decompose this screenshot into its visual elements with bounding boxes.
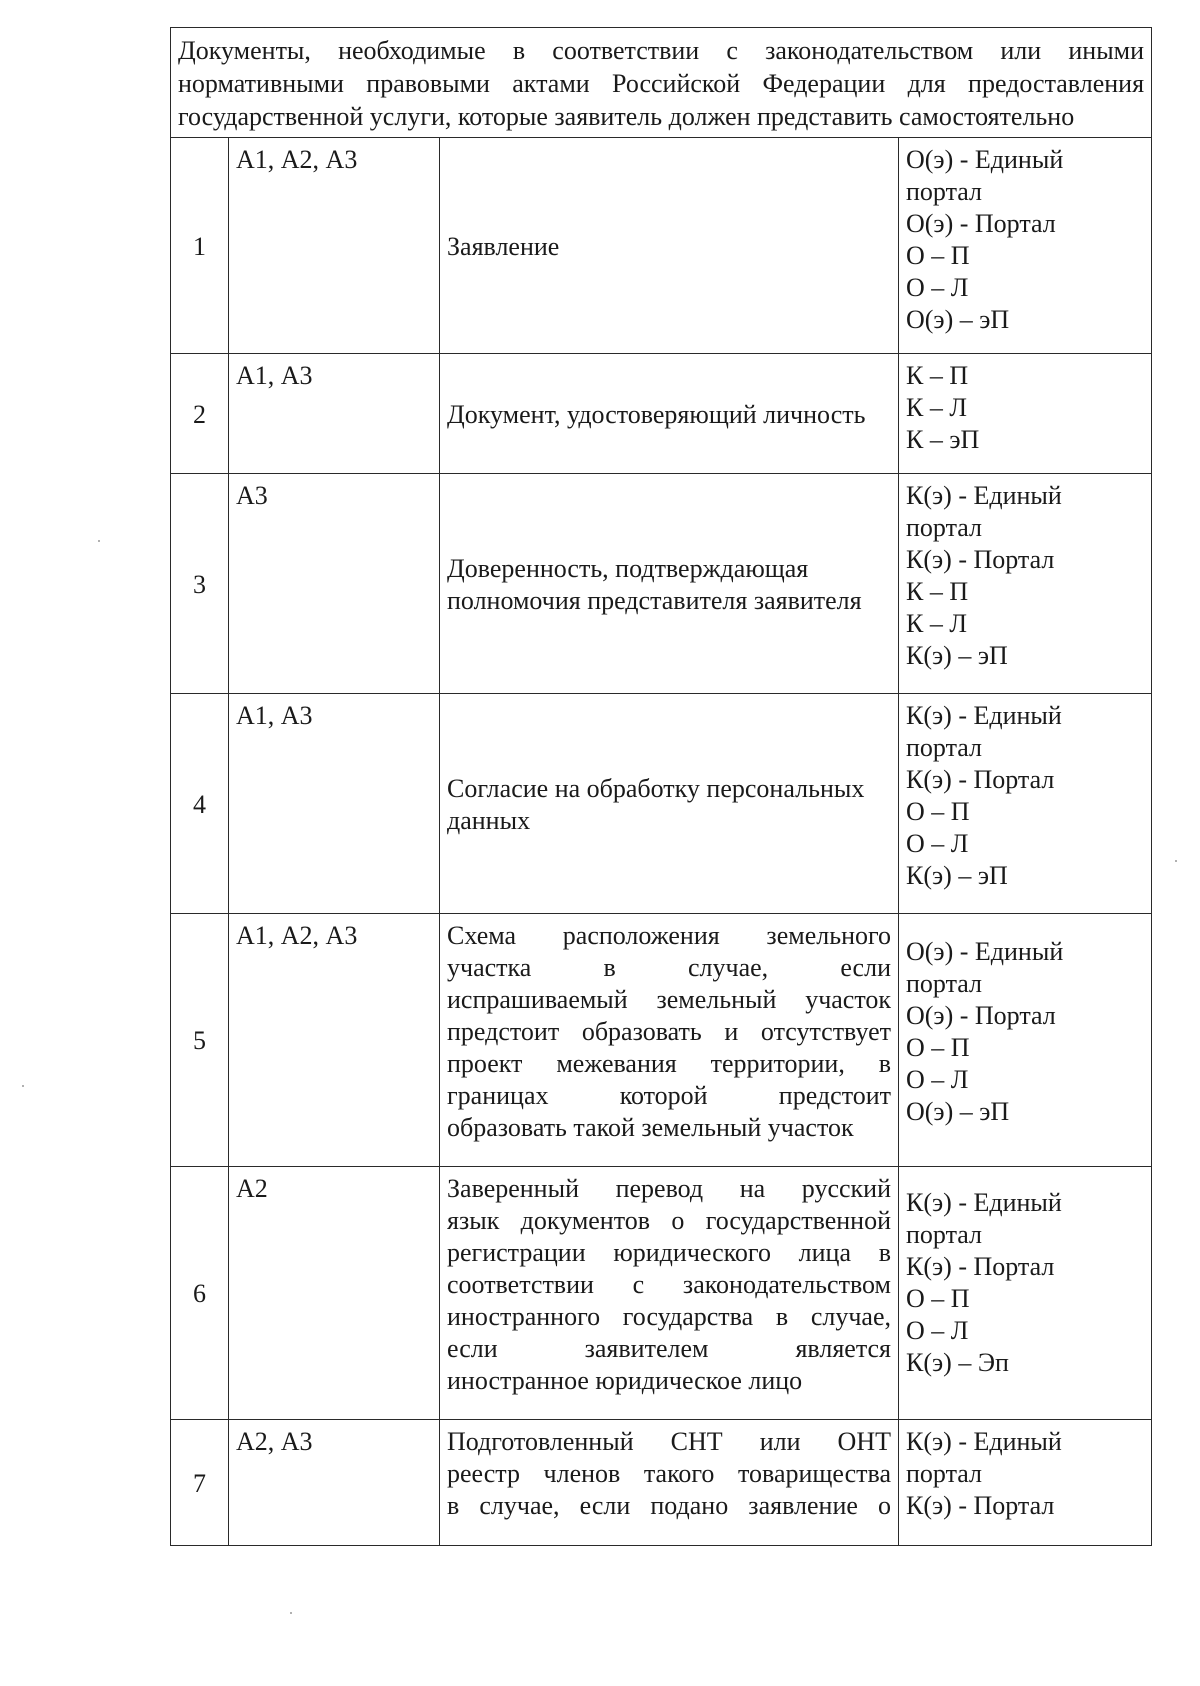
scan-speck [22, 1085, 24, 1087]
table-row [171, 474, 1152, 694]
scan-speck [290, 1612, 292, 1614]
document-line: реестр членов такого товарищества [447, 1459, 891, 1488]
form-item: портал [906, 733, 982, 762]
form-item: К(э) - Портал [906, 545, 1055, 574]
document-line: участка в случае, если [447, 953, 891, 982]
document-line: соответствии с законодательством [447, 1270, 891, 1299]
row-forms [899, 1167, 1152, 1420]
form-item: К – П [906, 361, 969, 390]
row-forms [899, 474, 1152, 694]
row-number: 7 [171, 1420, 229, 1546]
documents-table [170, 27, 1152, 1546]
row-forms [899, 694, 1152, 914]
form-item: К(э) - Портал [906, 1491, 1055, 1520]
row-number: 4 [171, 694, 229, 914]
row-applicants: А2, А3 [229, 1420, 440, 1546]
row-document: Документ, удостоверяющий личность [440, 354, 899, 474]
scan-speck [1175, 860, 1177, 862]
row-number: 2 [171, 354, 229, 474]
form-item: О – П [906, 241, 970, 270]
row-forms [899, 138, 1152, 354]
document-line: регистрации юридического лица в [447, 1238, 891, 1267]
form-item: портал [906, 1220, 982, 1249]
form-item: К(э) – эП [906, 861, 1008, 890]
row-document: Доверенность, подтверждающая полномочия представителя заявителя [440, 474, 899, 694]
form-item: О – Л [906, 273, 969, 302]
document-line: проект межевания территории, в [447, 1049, 891, 1078]
form-item: О(э) - Единый [906, 145, 1064, 174]
form-item: К(э) - Портал [906, 765, 1055, 794]
form-item: К(э) – Эп [906, 1348, 1009, 1377]
form-item: О(э) – эП [906, 1097, 1010, 1126]
row-forms [899, 1420, 1152, 1546]
document-line: иностранного государства в случае, [447, 1302, 891, 1331]
document-line: Подготовленный СНТ или ОНТ [447, 1427, 891, 1456]
form-item: О – Л [906, 1065, 969, 1094]
form-item: портал [906, 969, 982, 998]
row-applicants: А2 [229, 1167, 440, 1420]
document-line: границах которой предстоит [447, 1081, 891, 1110]
form-item: О – П [906, 1284, 970, 1313]
document-line: предстоит образовать и отсутствует [447, 1017, 891, 1046]
row-document [440, 914, 899, 1167]
form-item: портал [906, 1459, 982, 1488]
row-document: Заявление [440, 138, 899, 354]
row-applicants: А1, А2, А3 [229, 914, 440, 1167]
row-number: 6 [171, 1167, 229, 1420]
form-item: К – П [906, 577, 969, 606]
form-item: портал [906, 513, 982, 542]
form-item: К(э) - Единый [906, 701, 1062, 730]
table-row [171, 1420, 1152, 1546]
row-number: 1 [171, 138, 229, 354]
scan-speck [98, 540, 100, 542]
form-item: портал [906, 177, 982, 206]
table-row [171, 138, 1152, 354]
form-item: К(э) – эП [906, 641, 1008, 670]
form-item: О(э) - Единый [906, 937, 1064, 966]
table-row [171, 1167, 1152, 1420]
document-line: образовать такой земельный участок [447, 1113, 854, 1142]
form-item: К – эП [906, 425, 980, 454]
table-header-row [171, 28, 1152, 138]
form-item: К(э) - Единый [906, 481, 1062, 510]
table-header: Документы, необходимые в соответствии с законодательством или иными нормативными правовыми актами Российской Федерации для предоставления государственной услуги, которые заявитель должен представить самостоятельно [171, 28, 1152, 138]
form-item: О(э) - Портал [906, 1001, 1056, 1030]
form-item: О – Л [906, 1316, 969, 1345]
document-line: иностранное юридическое лицо [447, 1366, 803, 1395]
form-item: К – Л [906, 609, 967, 638]
row-document [440, 1167, 899, 1420]
form-item: К(э) - Единый [906, 1427, 1062, 1456]
row-forms [899, 914, 1152, 1167]
document-line: в случае, если подано заявление о [447, 1491, 891, 1520]
form-item: О(э) - Портал [906, 209, 1056, 238]
table-row [171, 914, 1152, 1167]
row-applicants: А1, А3 [229, 354, 440, 474]
row-number: 3 [171, 474, 229, 694]
form-item: К(э) - Портал [906, 1252, 1055, 1281]
row-applicants: А3 [229, 474, 440, 694]
row-document [440, 1420, 899, 1546]
document-line: язык документов о государственной [447, 1206, 891, 1235]
table-row [171, 694, 1152, 914]
row-forms [899, 354, 1152, 474]
row-applicants: А1, А3 [229, 694, 440, 914]
row-applicants: А1, А2, А3 [229, 138, 440, 354]
row-number: 5 [171, 914, 229, 1167]
form-item: К – Л [906, 393, 967, 422]
form-item: О – П [906, 797, 970, 826]
form-item: О – П [906, 1033, 970, 1062]
form-item: К(э) - Единый [906, 1188, 1062, 1217]
document-line: Заверенный перевод на русский [447, 1174, 891, 1203]
table-row [171, 354, 1152, 474]
form-item: О(э) – эП [906, 305, 1010, 334]
document-line: испрашиваемый земельный участок [447, 985, 891, 1014]
document-line: если заявителем является [447, 1334, 891, 1363]
form-item: О – Л [906, 829, 969, 858]
document-line: Схема расположения земельного [447, 921, 891, 950]
row-document: Согласие на обработку персональных данных [440, 694, 899, 914]
